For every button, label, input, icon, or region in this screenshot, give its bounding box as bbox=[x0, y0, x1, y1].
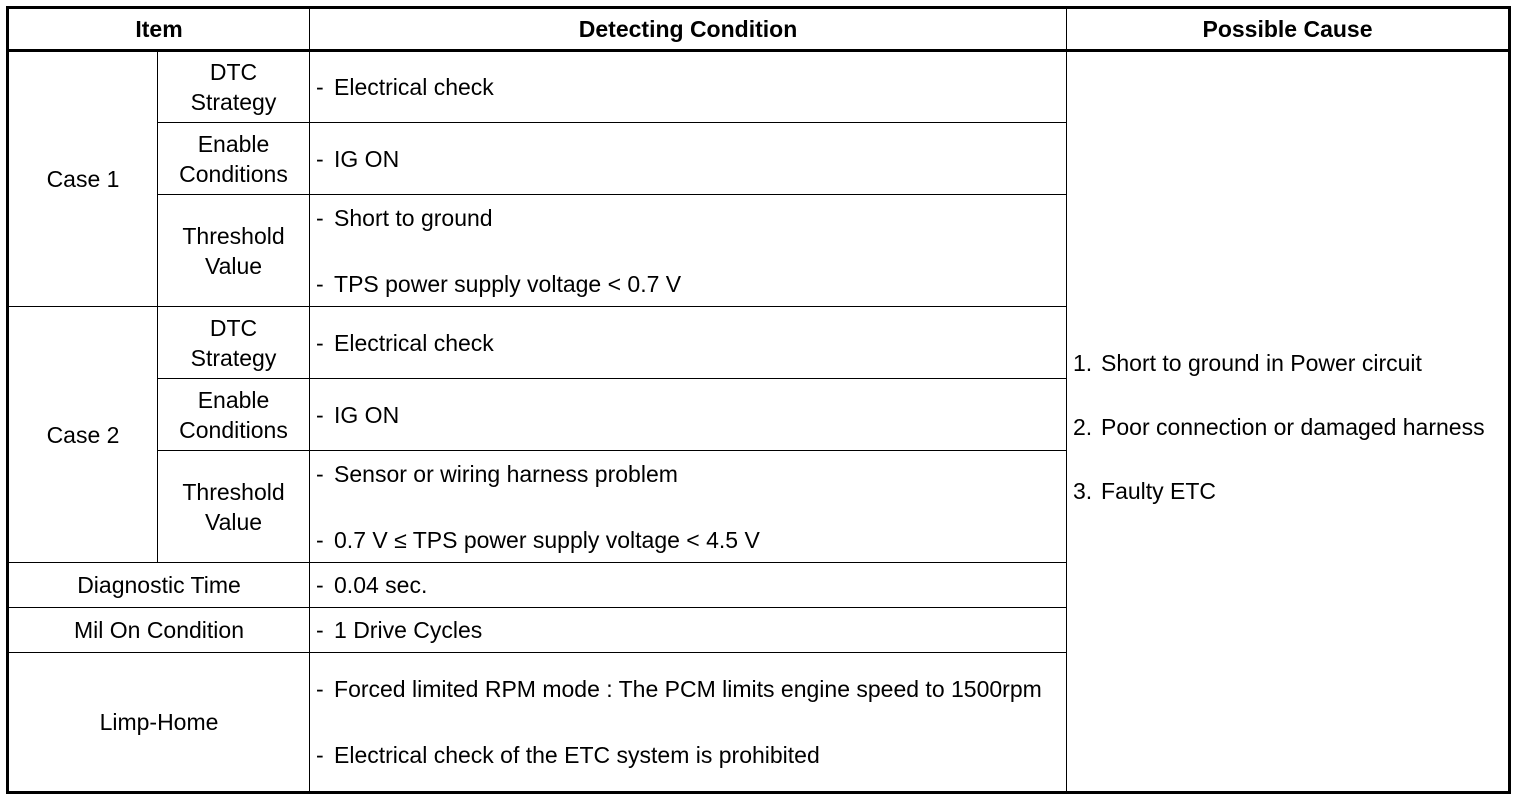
case1-enable-text: IG ON bbox=[334, 145, 400, 172]
case2-enable-label-line2: Conditions bbox=[179, 416, 288, 443]
bullet-dash: - bbox=[316, 526, 324, 553]
bullet-dash: - bbox=[316, 401, 324, 428]
bullet-dash: - bbox=[316, 460, 324, 487]
case2-threshold-label bbox=[158, 451, 310, 563]
mil-on-label: Mil On Condition bbox=[8, 608, 310, 653]
limp-home-text-2: Electrical check of the ETC system is prohibited bbox=[334, 742, 820, 768]
case2-threshold-text-2: 0.7 V ≤ TPS power supply voltage < 4.5 V bbox=[334, 526, 760, 553]
case2-enable-label-line1: Enable bbox=[197, 386, 270, 413]
cause-number: 1. bbox=[1073, 349, 1093, 376]
case1-dtc-strategy-value bbox=[310, 51, 1067, 123]
case1-dtc-strategy-text: Electrical check bbox=[334, 74, 494, 100]
case1-threshold-text-2: TPS power supply voltage < 0.7 V bbox=[334, 270, 682, 297]
bullet-dash: - bbox=[316, 329, 324, 356]
case2-dtc-strategy-label-line1: DTC bbox=[209, 314, 258, 341]
possible-cause-cell bbox=[1067, 51, 1510, 793]
diagnostic-time-text: 0.04 sec. bbox=[334, 572, 428, 598]
case2-dtc-strategy-value bbox=[310, 307, 1067, 379]
case1-enable-label-line1: Enable bbox=[197, 130, 270, 157]
bullet-dash: - bbox=[316, 676, 324, 702]
bullet-dash: - bbox=[316, 204, 324, 231]
case1-threshold-text-1: Short to ground bbox=[334, 204, 493, 231]
case2-enable-value bbox=[310, 379, 1067, 451]
limp-home-label: Limp-Home bbox=[8, 653, 310, 793]
case1-threshold-label-line1: Threshold bbox=[182, 222, 285, 249]
case2-dtc-strategy-text: Electrical check bbox=[334, 329, 494, 356]
case2-threshold-label-line1: Threshold bbox=[182, 478, 285, 505]
bullet-dash: - bbox=[316, 617, 324, 643]
case1-enable-label-line2: Conditions bbox=[179, 160, 288, 187]
case1-dtc-strategy-label-line2: Strategy bbox=[190, 89, 277, 115]
bullet-dash: - bbox=[316, 572, 324, 598]
cause-item bbox=[1073, 476, 1502, 506]
bullet-dash: - bbox=[316, 145, 324, 172]
case1-label: Case 1 bbox=[8, 51, 158, 307]
case2-dtc-strategy-label bbox=[158, 307, 310, 379]
case1-enable-label bbox=[158, 123, 310, 195]
cause-item bbox=[1073, 412, 1502, 442]
header-row bbox=[8, 8, 1510, 51]
mil-on-text: 1 Drive Cycles bbox=[334, 617, 483, 643]
case2-threshold-text-1: Sensor or wiring harness problem bbox=[334, 460, 678, 487]
cause-item bbox=[1073, 348, 1502, 378]
diagnostic-time-value bbox=[310, 563, 1067, 608]
case1-dtc-strategy-label-line1: DTC bbox=[209, 59, 258, 85]
cause-number: 2. bbox=[1073, 413, 1093, 440]
cause-text: Short to ground in Power circuit bbox=[1101, 349, 1422, 376]
case1-dtc-strategy-label bbox=[158, 51, 310, 123]
case1-threshold-label-line2: Value bbox=[204, 252, 263, 279]
case2-threshold-label-line2: Value bbox=[204, 508, 263, 535]
cause-number: 3. bbox=[1073, 477, 1093, 504]
diagnostic-time-label: Diagnostic Time bbox=[8, 563, 310, 608]
case1-dtc-row bbox=[8, 51, 1510, 123]
case2-dtc-strategy-label-line2: Strategy bbox=[190, 344, 277, 371]
limp-home-text-1: Forced limited RPM mode : The PCM limits engine speed to 1500rpm bbox=[334, 676, 1042, 702]
possible-cause-list bbox=[1073, 348, 1502, 506]
case2-threshold-value bbox=[310, 451, 1067, 563]
bullet-dash: - bbox=[316, 270, 324, 297]
bullet-dash: - bbox=[316, 74, 324, 100]
case2-label: Case 2 bbox=[8, 307, 158, 563]
header-condition: Detecting Condition bbox=[310, 8, 1067, 51]
header-item: Item bbox=[8, 8, 310, 51]
case1-threshold-value bbox=[310, 195, 1067, 307]
cause-text: Faulty ETC bbox=[1101, 477, 1217, 504]
case2-enable-label bbox=[158, 379, 310, 451]
case1-enable-value bbox=[310, 123, 1067, 195]
bullet-dash: - bbox=[316, 742, 324, 768]
cause-text: Poor connection or damaged harness bbox=[1101, 413, 1485, 440]
case1-threshold-label bbox=[158, 195, 310, 307]
limp-home-value bbox=[310, 653, 1067, 793]
case2-enable-text: IG ON bbox=[334, 401, 400, 428]
mil-on-value bbox=[310, 608, 1067, 653]
dtc-table bbox=[6, 6, 1511, 794]
header-cause: Possible Cause bbox=[1067, 8, 1510, 51]
